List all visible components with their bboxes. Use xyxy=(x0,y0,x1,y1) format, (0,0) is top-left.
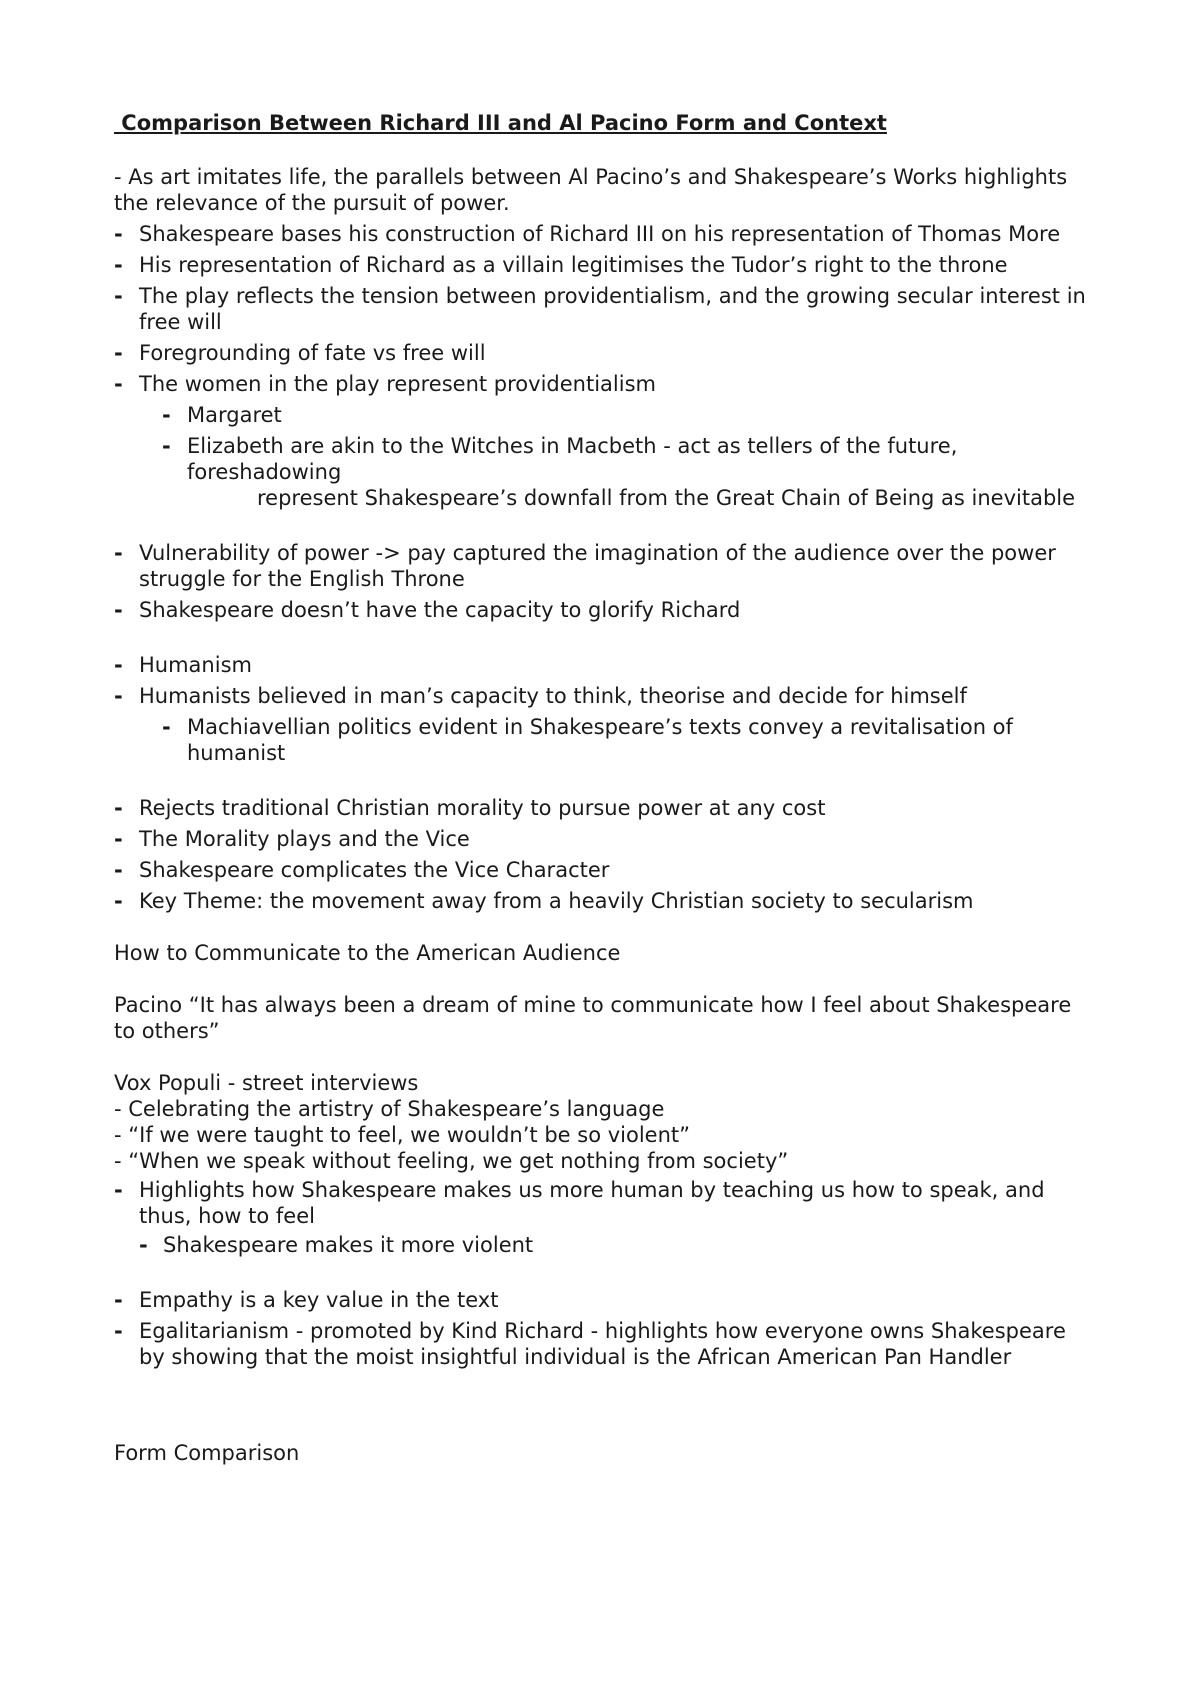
bullet-item: - Shakespeare bases his construction of Richard III on his representation of Thomas More xyxy=(114,222,1061,246)
continuation-line: represent Shakespeare’s downfall from the Great Chain of Being as inevitable xyxy=(257,486,1076,510)
bullet-item: - Vulnerability of power -> pay captured the imagination of the audience over the power struggle for the English Throne xyxy=(114,541,1056,591)
bullet-item: - His representation of Richard as a villain legitimises the Tudor’s right to the throne xyxy=(114,253,1008,277)
bullet-dash: - xyxy=(114,284,123,308)
bullet-dash: - xyxy=(114,653,123,677)
document-page xyxy=(114,110,1094,1466)
sub-bullet-item: - Machiavellian politics evident in Shakespeare’s texts convey a revitalisation of humanist xyxy=(162,715,1013,765)
sub-bullet-item: - Shakespeare makes it more violent xyxy=(139,1233,534,1257)
bullet-item: - Humanists believed in man’s capacity to think, theorise and decide for himself xyxy=(114,684,967,708)
bullet-dash: - xyxy=(162,403,171,427)
bullet-dash: - xyxy=(114,1319,123,1343)
section-heading-american-audience: How to Communicate to the American Audience xyxy=(114,941,621,965)
sub-bullet-item: - Margaret xyxy=(162,403,282,427)
bullet-item: - Humanism xyxy=(114,653,252,677)
bullet-dash: - xyxy=(114,889,123,913)
bullet-dash: - xyxy=(114,796,123,820)
vox-line: - Celebrating the artistry of Shakespeare’s language xyxy=(114,1097,665,1121)
bullet-item: - Egalitarianism - promoted by Kind Richard - highlights how everyone owns Shakespeare by showing that the moist insightful individual is the African American Pan Handler xyxy=(114,1319,1066,1369)
bullet-dash: - xyxy=(114,598,123,622)
vox-populi-heading: Vox Populi - street interviews xyxy=(114,1071,419,1095)
bullet-item: - Shakespeare doesn’t have the capacity to glorify Richard xyxy=(114,598,741,622)
intro-paragraph: - As art imitates life, the parallels between Al Pacino’s and Shakespeare’s Works highlights the relevance of the pursuit of power. xyxy=(114,165,1068,215)
pacino-quote: Pacino “It has always been a dream of mine to communicate how I feel about Shakespeare to others” xyxy=(114,993,1072,1043)
bullet-item: - Highlights how Shakespeare makes us more human by teaching us how to speak, and thus, how to feel xyxy=(114,1178,1045,1228)
bullet-dash: - xyxy=(114,684,123,708)
bullet-item: - Shakespeare complicates the Vice Character xyxy=(114,858,610,882)
bullet-dash: - xyxy=(114,341,123,365)
bullet-dash: - xyxy=(114,222,123,246)
vox-line: - “If we were taught to feel, we wouldn’t be so violent” xyxy=(114,1123,691,1147)
bullet-dash: - xyxy=(114,372,123,396)
section-heading-form-comparison: Form Comparison xyxy=(114,1441,300,1465)
bullet-dash: - xyxy=(162,434,171,458)
bullet-dash: - xyxy=(139,1233,148,1257)
bullet-item: - The play reflects the tension between providentialism, and the growing secular interest in free will xyxy=(114,284,1086,334)
bullet-item: - Rejects traditional Christian morality to pursue power at any cost xyxy=(114,796,826,820)
bullet-dash: - xyxy=(114,541,123,565)
bullet-dash: - xyxy=(114,1288,123,1312)
bullet-dash: - xyxy=(114,253,123,277)
bullet-dash: - xyxy=(114,1178,123,1202)
sub-bullet-item: - Elizabeth are akin to the Witches in Macbeth - act as tellers of the future, foreshadowing xyxy=(162,434,958,484)
bullet-dash: - xyxy=(114,827,123,851)
bullet-item: - Empathy is a key value in the text xyxy=(114,1288,499,1312)
document-title: Comparison Between Richard III and Al Pacino Form and Context xyxy=(114,111,887,135)
bullet-item: - The Morality plays and the Vice xyxy=(114,827,470,851)
bullet-item: - Key Theme: the movement away from a heavily Christian society to secularism xyxy=(114,889,974,913)
bullet-dash: - xyxy=(162,715,171,739)
bullet-item: - The women in the play represent providentialism xyxy=(114,372,656,396)
vox-line: - “When we speak without feeling, we get nothing from society” xyxy=(114,1149,789,1173)
bullet-item: - Foregrounding of fate vs free will xyxy=(114,341,486,365)
bullet-dash: - xyxy=(114,858,123,882)
